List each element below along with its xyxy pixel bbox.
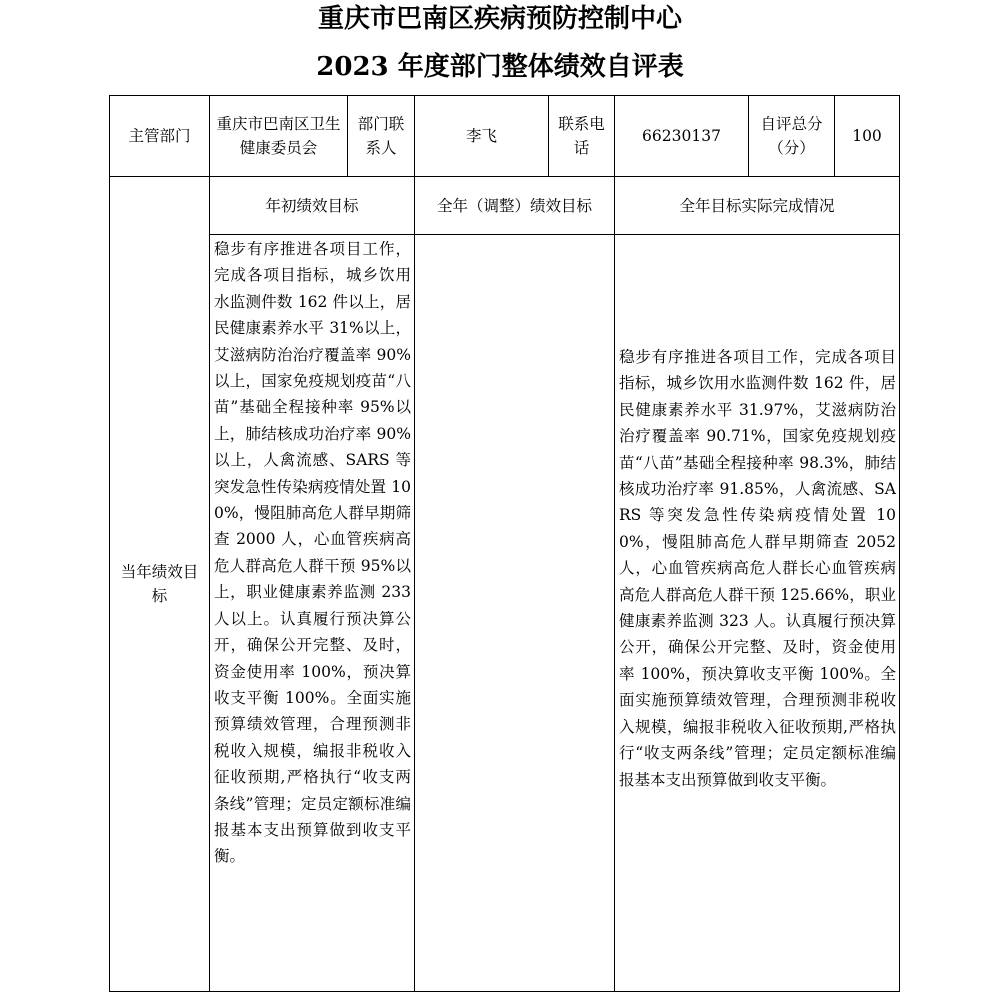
contact-label: 部门联系人 [357, 115, 405, 157]
table-border-bottom [109, 991, 900, 992]
contact-value: 李飞 [465, 127, 497, 145]
table-border-right [899, 95, 900, 992]
col-actual-completion: 全年目标实际完成情况 [679, 196, 835, 215]
row-label-annual-target: 当年绩效目标 [120, 563, 199, 605]
dept-label: 主管部门 [128, 127, 191, 145]
score-value: 100 [852, 127, 882, 145]
dept-value: 重庆市巴南区卫生健康委员会 [216, 115, 341, 157]
initial-target-text: 稳步有序推进各项目工作，完成各项目指标，城乡饮用水监测件数 162 件以上，居民健康素养水平 31%以上，艾滋病防治治疗覆盖率 90%以上，国家免疫规划疫苗“八苗”基础全程接种率 95%以上，肺结核成功治疗率 90%以上，人禽流感、SARS 等突发急性传染病疫情处置 100%，慢阻肺高危人群早期筛查 2000 人，心血管疾病高危人群高危人群干预 95%以上，职业健康素养监测 233 人以上。认真履行预决算公开，确保公开完整、及时，资金使用率 100%，预决算收支平衡 100%。全面实施预算绩效管理，合理预测非税收入规模，编报非税收入征收预期,严格执行“收支两条线”管理；定员定额标准编报基本支出预算做到收支平衡。 [214, 240, 411, 866]
col-initial-target: 年初绩效目标 [265, 196, 359, 215]
phone-label: 联系电话 [558, 115, 605, 157]
col-adjusted-target: 全年（调整）绩效目标 [436, 196, 592, 215]
document-title: 重庆市巴南区疾病预防控制中心 [317, 4, 682, 34]
score-label: 自评总分（分） [760, 115, 823, 157]
table-row-divider [209, 234, 900, 235]
actual-completion-text: 稳步有序推进各项目工作，完成各项目指标，城乡饮用水监测件数 162 件，居民健康素养水平 31.97%，艾滋病防治治疗覆盖率 90.71%，国家免疫规划疫苗“八苗”基础全程接种率 98.3%，肺结核成功治疗率 91.85%，人禽流感、SARS 等突发急性传染病疫情处置 100%，慢阻肺高危人群早期筛查 2052 人，心血管疾病高危人群长心血管疾病高危人群高危人群干预 125.66%，职业健康素养监测 323 人。认真履行预决算公开，确保公开完整、及时，资金使用率 100%，预决算收支平衡 100%。全面实施预算绩效管理，合理预测非税收入规模，编报非税收入征收预期,严格执行“收支两条线”管理；定员定额标准编报基本支出预算做到收支平衡。 [619, 348, 896, 789]
phone-value: 66230137 [642, 127, 721, 145]
document-subtitle: 2023 年度部门整体绩效自评表 [316, 52, 684, 82]
